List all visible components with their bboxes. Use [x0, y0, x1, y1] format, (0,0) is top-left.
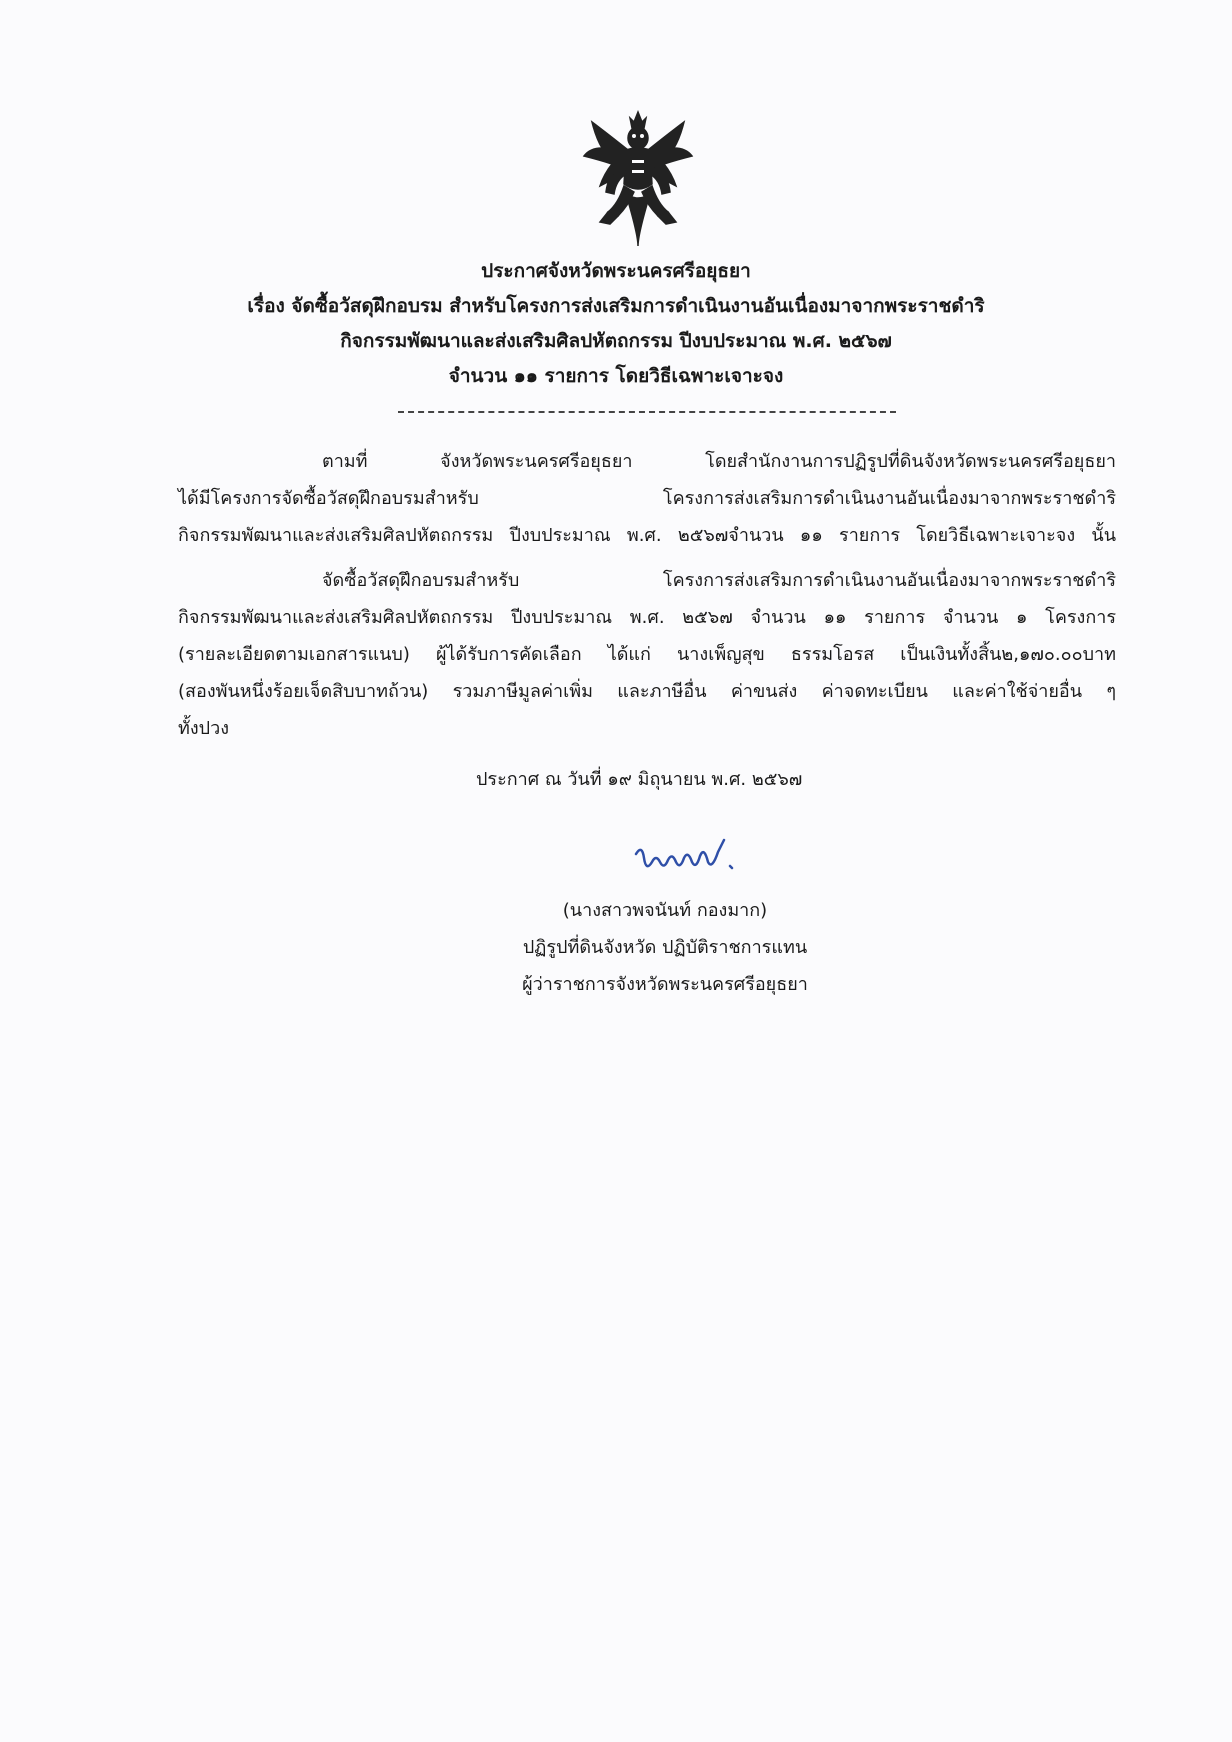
garuda-emblem-icon: [578, 104, 698, 254]
title-line-1: ประกาศจังหวัดพระนครศรีอยุธยา: [481, 260, 751, 282]
signer-block: [470, 892, 860, 1003]
body-paragraph-2: [178, 562, 1116, 747]
handwritten-signature: [630, 832, 740, 882]
signer-name: (นางสาวพจนันท์ กองมาก): [562, 900, 768, 921]
announcement-date: ประกาศ ณ วันที่ ๑๙ มิถุนายน พ.ศ. ๒๕๖๗: [476, 769, 803, 790]
paragraph-line: (สองพันหนึ่งร้อยเจ็ดสิบบาทถ้วน) รวมภาษีมูลค่าเพิ่ม และภาษีอื่น ค่าขนส่ง ค่าจดทะเบียน และค่าใช้จ่ายอื่น ๆ: [178, 681, 1116, 702]
signer-position: ปฏิรูปที่ดินจังหวัด ปฏิบัติราชการแทน: [522, 937, 808, 958]
dashed-separator: [398, 411, 896, 413]
title-line-2: เรื่อง จัดซื้อวัสดุฝึกอบรม สำหรับโครงการส่งเสริมการดำเนินงานอันเนื่องมาจากพระราชดำริ: [247, 295, 985, 317]
body-paragraph-1: [178, 443, 1116, 554]
announcement-title: [150, 254, 1082, 394]
title-line-3: กิจกรรมพัฒนาและส่งเสริมศิลปหัตถกรรม ปีงบประมาณ พ.ศ. ๒๕๖๗: [340, 330, 892, 352]
paragraph-line: (รายละเอียดตามเอกสารแนบ) ผู้ได้รับการคัดเลือก ได้แก่ นางเพ็ญสุข ธรรมโอรส เป็นเงินทั้งสิ้น๒,๑๗๐.๐๐บาท: [178, 644, 1116, 665]
paragraph-line: กิจกรรมพัฒนาและส่งเสริมศิลปหัตถกรรม ปีงบประมาณ พ.ศ. ๒๕๖๗ จำนวน ๑๑ รายการ จำนวน ๑ โครงการ: [178, 607, 1116, 628]
paragraph-line: กิจกรรมพัฒนาและส่งเสริมศิลปหัตถกรรม ปีงบประมาณ พ.ศ. ๒๕๖๗จำนวน ๑๑ รายการ โดยวิธีเฉพาะเจาะจง นั้น: [178, 525, 1116, 546]
paragraph-line: ทั้งปวง: [178, 718, 229, 739]
signer-position: ผู้ว่าราชการจังหวัดพระนครศรีอยุธยา: [522, 974, 808, 995]
title-line-4: จำนวน ๑๑ รายการ โดยวิธีเฉพาะเจาะจง: [448, 365, 784, 387]
paragraph-line: ตามที่ จังหวัดพระนครศรีอยุธยา โดยสำนักงานการปฏิรูปที่ดินจังหวัดพระนครศรีอยุธยา: [322, 451, 1116, 472]
paragraph-line: ได้มีโครงการจัดซื้อวัสดุฝึกอบรมสำหรับ โครงการส่งเสริมการดำเนินงานอันเนื่องมาจากพระราชดำริ: [178, 488, 1116, 509]
paragraph-line: จัดซื้อวัสดุฝึกอบรมสำหรับ โครงการส่งเสริมการดำเนินงานอันเนื่องมาจากพระราชดำริ: [322, 570, 1116, 591]
